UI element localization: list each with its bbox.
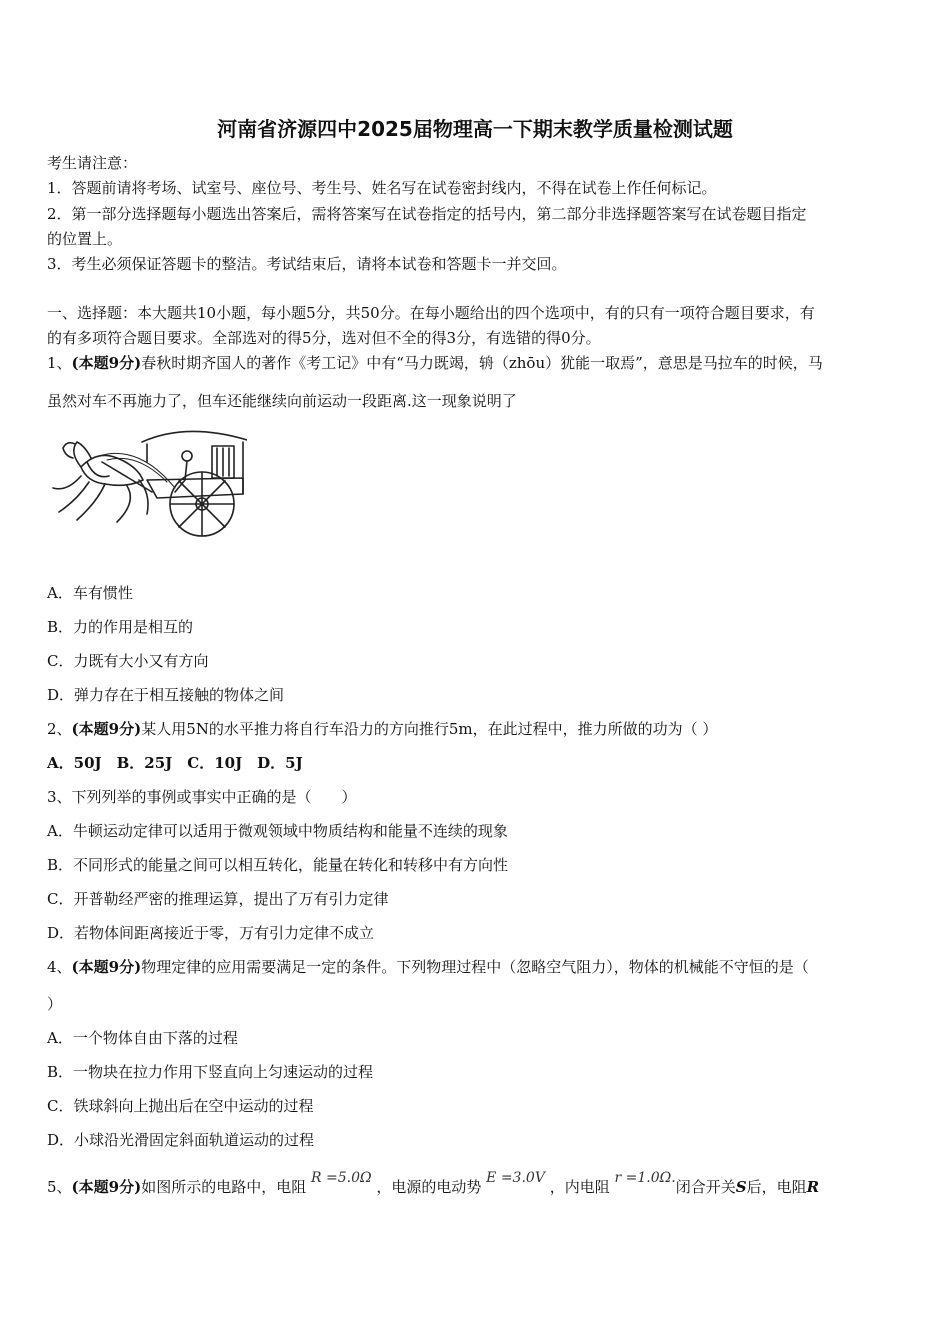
option: A．车有惯性 — [47, 584, 133, 602]
question-2 — [47, 718, 717, 739]
question-number: 4、 — [47, 958, 72, 976]
option: C．开普勒经严密的推理运算，提出了万有引力定律 — [47, 890, 389, 908]
question-tag: (本题9分) — [71, 1178, 142, 1196]
question-tag: (本题9分) — [71, 720, 142, 738]
chariot-illustration — [47, 422, 247, 542]
formula-resistance: R =5.0Ω — [310, 1170, 372, 1186]
question-tag: (本题9分) — [71, 958, 142, 976]
question-3: 3、下列列举的事例或事实中正确的是（ ） — [47, 788, 357, 806]
option: A．一个物体自由下落的过程 — [47, 1029, 238, 1047]
notice-item: 2．第一部分选择题每小题选出答案后，需将答案写在试卷指定的括号内，第二部分非选择题答案写在试卷题目指定 — [47, 205, 807, 223]
question-tag: (本题9分) — [71, 354, 142, 372]
option: B．一物块在拉力作用下竖直向上匀速运动的过程 — [47, 1063, 374, 1081]
question-text: 闭合开关 — [675, 1178, 736, 1196]
question-text: 如图所示的电路中，电阻 — [141, 1178, 307, 1196]
notice-item: 1．答题前请将考场、试室号、座位号、考生号、姓名写在试卷密封线内，不得在试卷上作任何标记。 — [47, 179, 717, 197]
option: B．力的作用是相互的 — [47, 618, 194, 636]
section-intro: 一、选择题：本大题共10小题，每小题5分，共50分。在每小题给出的四个选项中，有的只有一项符合题目要求，有 — [47, 304, 815, 322]
question-text: 后，电阻 — [746, 1178, 807, 1196]
formula-emf: E =3.0V — [486, 1170, 545, 1186]
question-text: 春秋时期齐国人的著作《考工记》中有“马力既竭，辀（zhōu）犹能一取焉”，意思是马拉车的时候，马 — [141, 354, 823, 372]
question-2-options: A．50J B．25J C．10J D．5J — [47, 754, 303, 772]
question-5 — [47, 1170, 820, 1197]
option: B．不同形式的能量之间可以相互转化，能量在转化和转移中有方向性 — [47, 856, 509, 874]
question-number: 2、 — [47, 720, 72, 738]
option: C．力既有大小又有方向 — [47, 652, 209, 670]
question-text: 物理定律的应用需要满足一定的条件。下列物理过程中（忽略空气阻力），物体的机械能不守恒的是（ — [141, 958, 809, 976]
question-text: ，内电阻 — [549, 1178, 610, 1196]
switch-symbol: S — [735, 1178, 747, 1196]
notice-item: 3．考生必须保证答题卡的整洁。考试结束后，请将本试卷和答题卡一并交回。 — [47, 255, 567, 273]
formula-internal-resistance: r =1.0Ω. — [614, 1170, 676, 1186]
option: C．铁球斜向上抛出后在空中运动的过程 — [47, 1097, 314, 1115]
question-text: ，电源的电动势 — [376, 1178, 482, 1196]
option: D．小球沿光滑固定斜面轨道运动的过程 — [47, 1131, 315, 1149]
question-4 — [47, 956, 809, 977]
notice-item: 的位置上。 — [47, 230, 123, 248]
section-intro: 的有多项符合题目要求。全部选对的得5分，选对但不全的得3分，有选错的得0分。 — [47, 329, 601, 347]
question-text: 某人用5N的水平推力将自行车沿力的方向推行5m，在此过程中，推力所做的功为（ ） — [141, 720, 718, 738]
resistor-symbol: R — [806, 1178, 820, 1196]
question-4-continued: ） — [47, 995, 63, 1013]
option: D．弹力存在于相互接触的物体之间 — [47, 686, 285, 704]
page-title: 河南省济源四中2025届物理高一下期末教学质量检测试题 — [217, 117, 733, 141]
question-number: 5、 — [47, 1178, 72, 1196]
notice-heading: 考生请注意： — [47, 154, 138, 172]
option: A．牛顿运动定律可以适用于微观领域中物质结构和能量不连续的现象 — [47, 822, 508, 840]
question-1 — [47, 352, 823, 373]
question-1-continued: 虽然对车不再施力了，但车还能继续向前运动一段距离.这一现象说明了 — [47, 392, 517, 410]
question-number: 1、 — [47, 354, 72, 372]
option: D．若物体间距离接近于零，万有引力定律不成立 — [47, 924, 375, 942]
